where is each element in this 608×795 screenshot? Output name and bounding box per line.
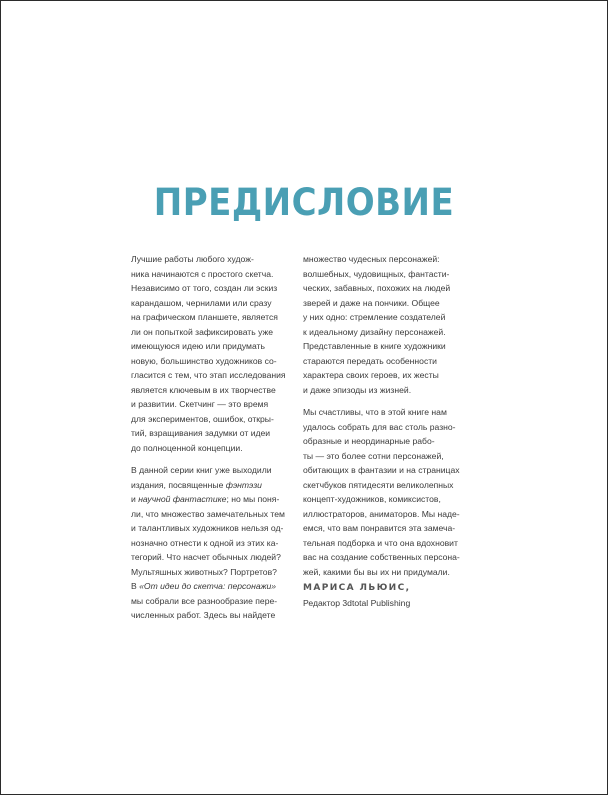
- paragraph-4: [303, 405, 463, 579]
- italic-text: «От идеи до скетча: персонажи»: [139, 581, 277, 591]
- text-line: Независимо от того, создан ли эскиз: [131, 283, 278, 293]
- text-line: множество чудесных персонажей:: [303, 254, 440, 264]
- text-line: [131, 478, 291, 493]
- text-line: численных работ. Здесь вы найдете: [131, 610, 276, 620]
- text-line: удалось собрать для вас столь разно-: [303, 421, 456, 432]
- text-line: Мультяшных животных? Портретов?: [131, 566, 277, 577]
- text-line: и развитии. Скетчинг — это время: [131, 399, 269, 409]
- text-line: для экспериментов, ошибок, откры-: [131, 413, 274, 424]
- text-line: образные и неординарные рабо-: [303, 436, 435, 446]
- text-line: ческих, забавных, похожих на людей: [303, 283, 451, 293]
- text-line: емся, что вам понравится эта замеча-: [303, 523, 456, 533]
- text-line: ли, что множество замечательных тем: [131, 508, 285, 519]
- text-line: тельная подборка и что она вдохновит: [303, 537, 458, 548]
- author-signature: [303, 581, 463, 610]
- text-line: вас на создание собственных персона-: [303, 552, 460, 562]
- text-line: до полноценной концепции.: [131, 442, 243, 453]
- paragraph-gap: [303, 397, 463, 405]
- text-line: [131, 492, 291, 507]
- text-line: жей, какими бы вы их ни придумали.: [303, 566, 450, 577]
- text-line: новую, большинство художников со-: [131, 355, 277, 366]
- right-column: [303, 252, 463, 610]
- text-line: гласится с тем, что этап исследования: [131, 370, 286, 380]
- left-column: [131, 252, 291, 623]
- text-run: ; но мы поня-: [226, 494, 280, 504]
- text-line: к идеальному дизайну персонажей.: [303, 326, 446, 337]
- text-line: характера своих героев, их жесты: [303, 370, 439, 380]
- italic-text: фэнтэзи: [225, 479, 262, 490]
- text-line: тегорий. Что насчет обычных людей?: [131, 552, 281, 562]
- text-run: В: [131, 581, 140, 591]
- text-line: нозначно отнести к одной из этих ка-: [131, 537, 279, 548]
- text-line: стараются передать особенности: [303, 355, 437, 366]
- text-line: Мы счастливы, что в этой книге нам: [303, 407, 447, 417]
- text-line: зверей и даже на пончики. Общее: [303, 297, 440, 308]
- text-line: мы собрали все разнообразие пере-: [131, 595, 278, 606]
- text-line: обитающих в фантазии и на страницах: [303, 465, 460, 475]
- text-line: Лучшие работы любого худож-: [131, 254, 254, 264]
- text-run: и: [131, 494, 139, 504]
- author-role: Редактор 3dtotal Publishing: [303, 598, 411, 608]
- text-line: ты — это более сотни персонажей,: [303, 450, 444, 461]
- text-line: карандашом, чернилами или сразу: [131, 297, 272, 308]
- author-name: МАРИСА ЛЬЮИС,: [303, 583, 411, 593]
- text-line: и даже эпизоды из жизней.: [303, 384, 412, 395]
- text-line: ника начинаются с простого скетча.: [131, 268, 274, 279]
- text-line: волшебных, чудовищных, фантасти-: [303, 268, 450, 279]
- text-line: Представленные в книге художники: [303, 341, 446, 351]
- text-line: В данной серии книг уже выходили: [131, 465, 272, 475]
- italic-text: научной фантастике: [138, 494, 227, 504]
- text-line: скетчбуков пятидесяти великолепных: [303, 479, 454, 490]
- page-title: ПРЕДИСЛОВИЕ: [153, 181, 455, 224]
- paragraph-1: [131, 252, 291, 455]
- text-line: тий, взращивания задумки от идеи: [131, 428, 271, 438]
- paragraph-gap: [131, 455, 291, 463]
- text-line: имеющуюся идею или придумать: [131, 341, 265, 351]
- text-line: иллюстраторов, аниматоров. Мы наде-: [303, 508, 460, 519]
- text-line: на графическом планшете, является: [131, 312, 278, 322]
- text-line: является ключевым в их творчестве: [131, 384, 276, 395]
- text-line: концепт-художников, комиксистов,: [303, 494, 441, 504]
- text-line: у них одно: стремление создателей: [303, 312, 446, 322]
- paragraph-3: [303, 252, 463, 397]
- text-line: [131, 579, 291, 594]
- text-line: и талантливых художников нельзя од-: [131, 523, 284, 533]
- text-run: издания, посвященные: [131, 479, 226, 490]
- text-line: ли он попыткой зафиксировать уже: [131, 326, 274, 337]
- paragraph-2: [131, 463, 291, 623]
